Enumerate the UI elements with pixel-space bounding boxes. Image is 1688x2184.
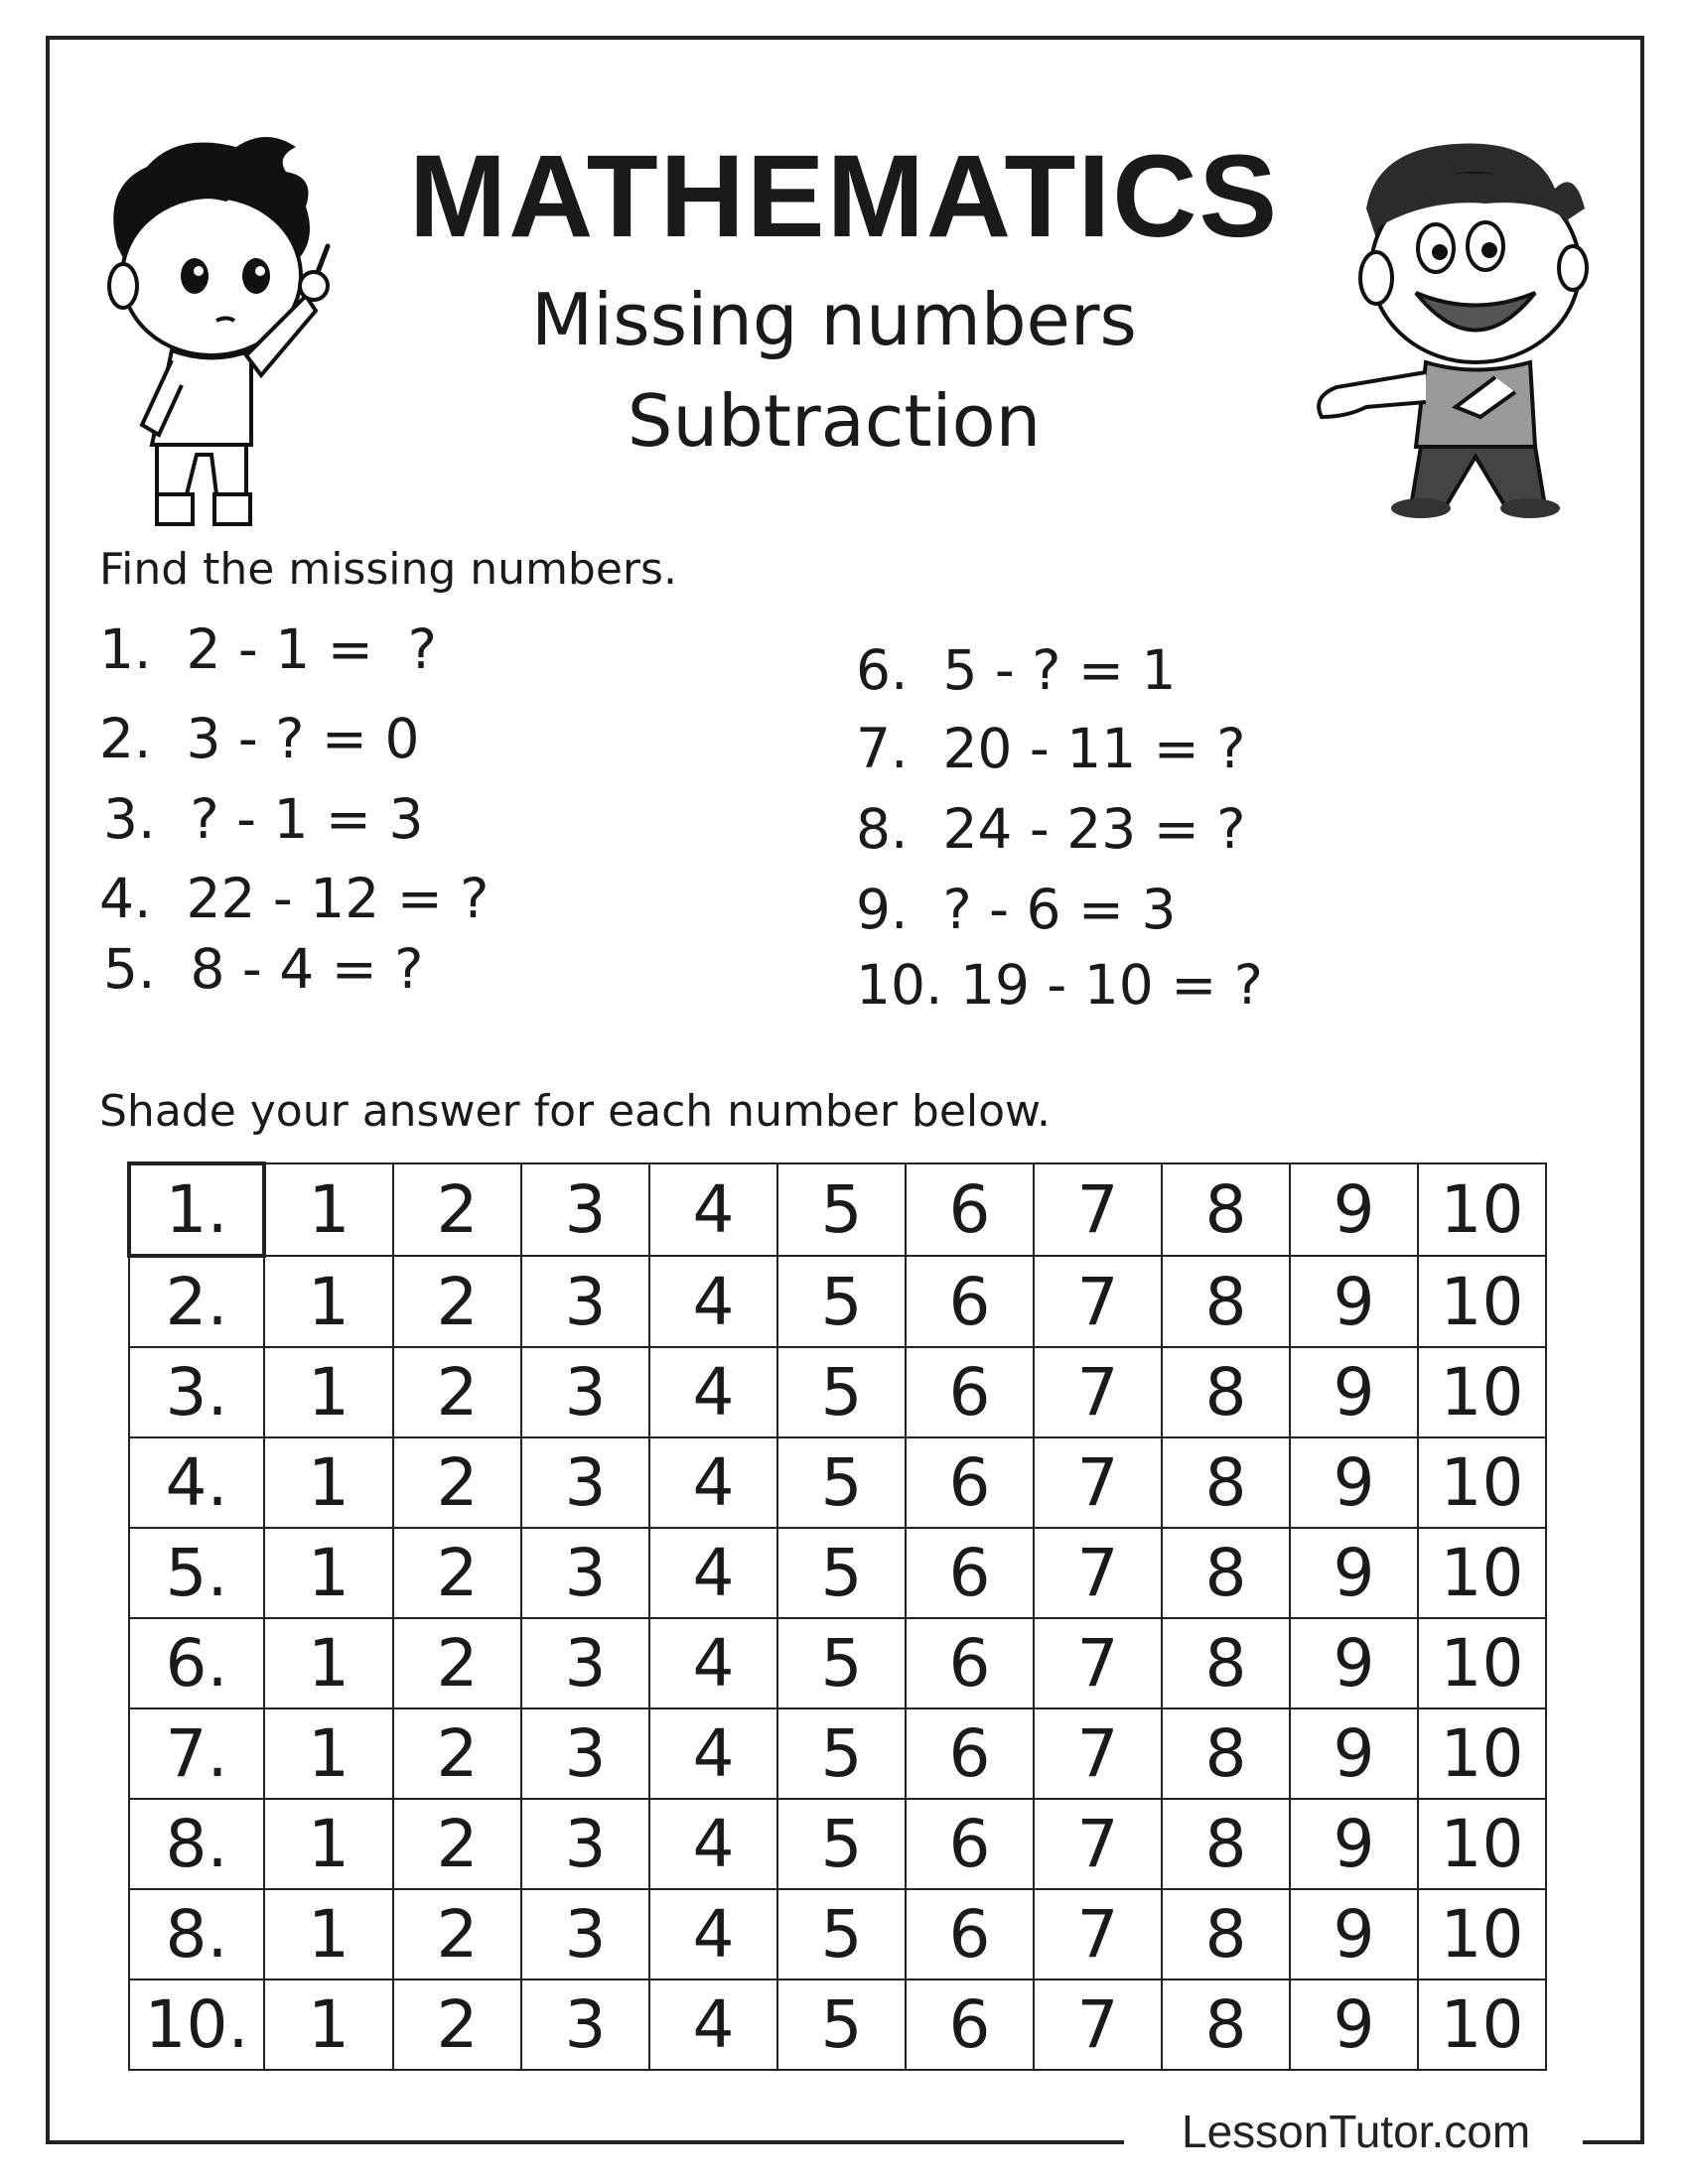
problem-8: 8. 24 - 23 = ? [856,797,1246,861]
answer-row-label: 6. [129,1618,264,1708]
answer-option-cell[interactable]: 7 [1034,1618,1162,1708]
answer-option-cell[interactable]: 2 [393,1437,521,1528]
instruction-find: Find the missing numbers. [99,544,677,595]
answer-option-cell[interactable]: 1 [264,1799,393,1889]
problem-7: 7. 20 - 11 = ? [856,717,1246,780]
answer-option-cell[interactable]: 5 [777,1347,906,1437]
answer-option-cell[interactable]: 4 [649,1347,777,1437]
answer-option-cell[interactable]: 7 [1034,1528,1162,1618]
answer-option-cell[interactable]: 9 [1290,1979,1418,2070]
answer-row [129,1799,1546,1889]
answer-option-cell[interactable]: 2 [393,1889,521,1979]
problem-6: 6. 5 - ? = 1 [856,638,1177,702]
answer-option-cell[interactable]: 5 [777,1979,906,2070]
answer-option-cell[interactable]: 5 [777,1163,906,1256]
answer-option-cell[interactable]: 10 [1418,1163,1546,1256]
answer-option-cell[interactable]: 3 [521,1708,649,1799]
answer-option-cell[interactable]: 1 [264,1979,393,2070]
instruction-shade: Shade your answer for each number below. [99,1086,1051,1137]
answer-option-cell[interactable]: 8 [1162,1163,1290,1256]
answer-option-cell[interactable]: 3 [521,1889,649,1979]
answer-option-cell[interactable]: 6 [906,1618,1034,1708]
answer-option-cell[interactable]: 4 [649,1708,777,1799]
answer-option-cell[interactable]: 3 [521,1437,649,1528]
answer-row [129,1347,1546,1437]
subtitle-missing-numbers: Missing numbers [531,278,1137,361]
problem-3: 3. ? - 1 = 3 [103,787,424,851]
answer-option-cell[interactable]: 10 [1418,1437,1546,1528]
answer-option-cell[interactable]: 8 [1162,1979,1290,2070]
answer-row-label: 8. [129,1799,264,1889]
answer-row [129,1889,1546,1979]
answer-option-cell[interactable]: 9 [1290,1889,1418,1979]
answer-row [129,1708,1546,1799]
answer-option-cell[interactable]: 3 [521,1799,649,1889]
answer-option-cell[interactable]: 4 [649,1618,777,1708]
answer-option-cell[interactable]: 10 [1418,1979,1546,2070]
answer-option-cell[interactable]: 1 [264,1256,393,1347]
answer-option-cell[interactable]: 9 [1290,1618,1418,1708]
answer-option-cell[interactable]: 4 [649,1163,777,1256]
answer-option-cell[interactable]: 6 [906,1347,1034,1437]
answer-row [129,1979,1546,2070]
answer-option-cell[interactable]: 5 [777,1799,906,1889]
answer-option-cell[interactable]: 8 [1162,1347,1290,1437]
page-title: MATHEMATICS [408,131,1280,262]
answer-option-cell[interactable]: 5 [777,1889,906,1979]
answer-row-label: 1. [129,1163,264,1256]
problem-1: 1. 2 - 1 = ? [99,617,437,681]
answer-option-cell[interactable]: 1 [264,1163,393,1256]
answer-option-cell[interactable]: 7 [1034,1347,1162,1437]
answer-option-cell[interactable]: 10 [1418,1528,1546,1618]
answer-option-cell[interactable]: 5 [777,1256,906,1347]
page-border-bottom-left [46,2140,1124,2144]
answer-option-cell[interactable]: 1 [264,1618,393,1708]
answer-option-cell[interactable]: 6 [906,1256,1034,1347]
answer-option-cell[interactable]: 9 [1290,1163,1418,1256]
answer-option-cell[interactable]: 4 [649,1979,777,2070]
problem-4: 4. 22 - 12 = ? [99,867,490,930]
answer-option-cell[interactable]: 8 [1162,1889,1290,1979]
answer-option-cell[interactable]: 10 [1418,1618,1546,1708]
problem-9: 9. ? - 6 = 3 [856,878,1177,941]
answer-option-cell[interactable]: 6 [906,1437,1034,1528]
answer-option-cell[interactable]: 1 [264,1347,393,1437]
answer-option-cell[interactable]: 2 [393,1799,521,1889]
subtitle-subtraction: Subtraction [627,379,1042,463]
answer-row [129,1618,1546,1708]
answer-option-cell[interactable]: 1 [264,1708,393,1799]
answer-option-cell[interactable]: 2 [393,1347,521,1437]
answer-option-cell[interactable]: 5 [777,1437,906,1528]
answer-option-cell[interactable]: 5 [777,1618,906,1708]
answer-option-cell[interactable]: 2 [393,1618,521,1708]
answer-option-cell[interactable]: 5 [777,1708,906,1799]
answer-row-label: 3. [129,1347,264,1437]
answer-option-cell[interactable]: 10 [1418,1799,1546,1889]
answer-option-cell[interactable]: 3 [521,1163,649,1256]
answer-option-cell[interactable]: 6 [906,1889,1034,1979]
answer-option-cell[interactable]: 9 [1290,1528,1418,1618]
answer-option-cell[interactable]: 7 [1034,1256,1162,1347]
answer-option-cell[interactable]: 7 [1034,1979,1162,2070]
answer-option-cell[interactable]: 10 [1418,1708,1546,1799]
answer-option-cell[interactable]: 3 [521,1347,649,1437]
problem-10: 10. 19 - 10 = ? [856,953,1263,1017]
answer-option-cell[interactable]: 3 [521,1256,649,1347]
answer-option-cell[interactable]: 4 [649,1437,777,1528]
page-border-bottom-right [1583,2140,1644,2144]
answer-option-cell[interactable]: 2 [393,1979,521,2070]
answer-option-cell[interactable]: 3 [521,1528,649,1618]
answer-option-cell[interactable]: 10 [1418,1347,1546,1437]
answer-option-cell[interactable]: 2 [393,1708,521,1799]
answer-option-cell[interactable]: 3 [521,1618,649,1708]
answer-row-label: 8. [129,1889,264,1979]
answer-row [129,1256,1546,1347]
answer-row-label: 4. [129,1437,264,1528]
answer-row [129,1528,1546,1618]
answer-option-cell[interactable]: 9 [1290,1437,1418,1528]
answer-row-label: 7. [129,1708,264,1799]
problem-2: 2. 3 - ? = 0 [99,707,420,770]
answer-option-cell[interactable]: 9 [1290,1708,1418,1799]
answer-option-cell[interactable]: 4 [649,1799,777,1889]
answer-row [129,1437,1546,1528]
answer-option-cell[interactable]: 2 [393,1256,521,1347]
answer-option-cell[interactable]: 10 [1418,1256,1546,1347]
answer-row-label: 2. [129,1256,264,1347]
answer-option-cell[interactable]: 4 [649,1528,777,1618]
answer-option-cell[interactable]: 10 [1418,1889,1546,1979]
answer-option-cell[interactable]: 7 [1034,1437,1162,1528]
answer-option-cell[interactable]: 7 [1034,1889,1162,1979]
answer-option-cell[interactable]: 6 [906,1799,1034,1889]
footer-site: LessonTutor.com [1182,2106,1531,2157]
answer-option-cell[interactable]: 9 [1290,1347,1418,1437]
answer-option-cell[interactable]: 7 [1034,1799,1162,1889]
answer-option-cell[interactable]: 7 [1034,1708,1162,1799]
answer-option-cell[interactable]: 2 [393,1163,521,1256]
answer-option-cell[interactable]: 4 [649,1889,777,1979]
answer-option-cell[interactable]: 8 [1162,1256,1290,1347]
answer-option-cell[interactable]: 8 [1162,1437,1290,1528]
answer-option-cell[interactable]: 8 [1162,1799,1290,1889]
answer-option-cell[interactable]: 6 [906,1163,1034,1256]
answer-option-cell[interactable]: 6 [906,1708,1034,1799]
answer-option-cell[interactable]: 1 [264,1437,393,1528]
problem-5: 5. 8 - 4 = ? [103,937,424,1001]
answer-option-cell[interactable]: 9 [1290,1799,1418,1889]
answer-row-label: 10. [129,1979,264,2070]
answer-option-cell[interactable]: 2 [393,1528,521,1618]
answer-option-cell[interactable]: 8 [1162,1528,1290,1618]
answer-option-cell[interactable]: 1 [264,1528,393,1618]
answer-row-label: 5. [129,1528,264,1618]
answer-option-cell[interactable]: 3 [521,1979,649,2070]
answer-option-cell[interactable]: 9 [1290,1256,1418,1347]
answer-option-cell[interactable]: 5 [777,1528,906,1618]
answer-option-cell[interactable]: 8 [1162,1618,1290,1708]
answer-option-cell[interactable]: 7 [1034,1163,1162,1256]
page-border-top [46,36,1644,40]
answer-option-cell[interactable]: 6 [906,1979,1034,2070]
answer-option-cell[interactable]: 8 [1162,1708,1290,1799]
answer-grid [127,1161,1547,2071]
answer-row [129,1163,1546,1256]
answer-option-cell[interactable]: 1 [264,1889,393,1979]
answer-option-cell[interactable]: 4 [649,1256,777,1347]
answer-option-cell[interactable]: 6 [906,1528,1034,1618]
